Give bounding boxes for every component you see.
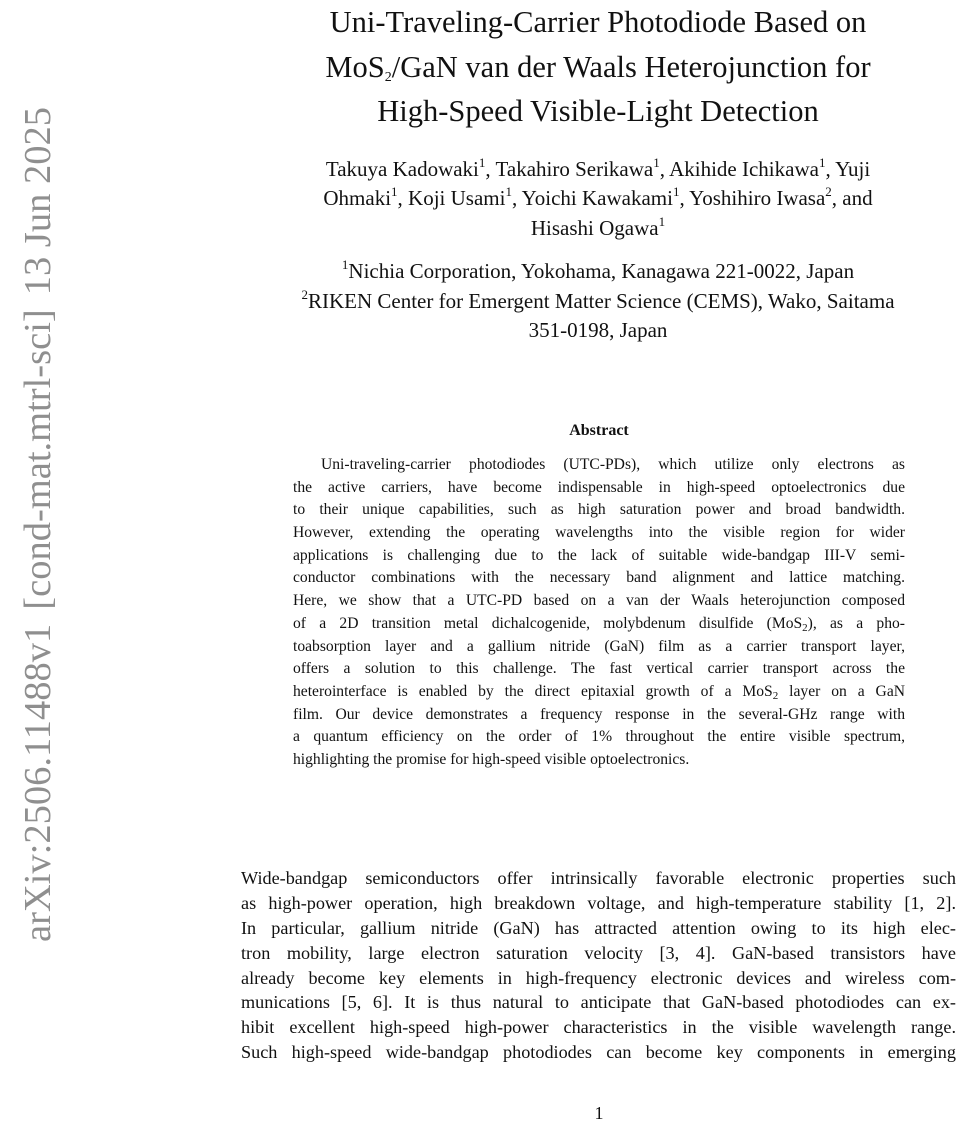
- author-list: [240, 155, 956, 244]
- affiliation-marker: 1: [653, 154, 660, 170]
- affiliation-marker: 1: [391, 184, 398, 199]
- abstract-heading: Abstract: [569, 422, 629, 439]
- abstract-text: ), as a pho-: [807, 614, 905, 632]
- title-line-3: High-Speed Visible-Light Detection: [377, 94, 819, 128]
- affiliation-text: RIKEN Center for Emergent Matter Science (CEMS), Wako, Saitama: [307, 288, 895, 313]
- arxiv-stamp: [18, 22, 58, 942]
- author-name: Hisashi Ogawa: [530, 215, 659, 240]
- title-block: [240, 0, 956, 346]
- abstract-text: layer on a GaN: [778, 682, 905, 700]
- affiliation-marker: 1: [505, 184, 512, 199]
- author-name: , Akihide Ichikawa: [659, 156, 819, 181]
- abstract-subscript: 2: [802, 621, 808, 634]
- author-name: , Yoshihiro Iwasa: [679, 186, 826, 210]
- arxiv-date: 13 Jun 2025: [17, 107, 59, 296]
- author-name: Takuya Kadowaki: [325, 156, 479, 181]
- author-name: , Yoichi Kawakami: [511, 186, 673, 210]
- author-name: , and: [831, 186, 873, 210]
- affiliation-2: [240, 287, 956, 317]
- author-line-3: [240, 214, 956, 244]
- intro-line: hibit excellent high-speed high-power characteristics in the visible wavelength range.: [241, 1017, 956, 1038]
- intro-line: already become key elements in high-frequency electronic devices and wireless com-: [241, 967, 956, 988]
- affiliation-marker: 1: [478, 154, 486, 170]
- abstract-line: applications is challenging due to the lack of suitable wide-bandgap III-V semi-: [293, 546, 905, 564]
- title-text: /GaN van der Waals Heterojunction for: [391, 49, 871, 84]
- arxiv-id: arXiv:2506.11488v1: [17, 623, 59, 942]
- abstract-line: toabsorption layer and a gallium nitride (GaN) film as a carrier transport layer,: [293, 637, 905, 655]
- abstract-line: Here, we show that a UTC-PD based on a van der Waals heterojunction composed: [293, 592, 905, 610]
- abstract-line: a quantum efficiency on the order of 1% throughout the entire visible spectrum,: [293, 728, 905, 746]
- arxiv-category: [cond-mat.mtrl-sci]: [17, 309, 59, 610]
- title-text: MoS: [325, 49, 385, 84]
- abstract-line: offers a solution to this challenge. The fast vertical carrier transport across the: [293, 660, 905, 678]
- abstract-line: However, extending the operating wavelengths into the visible region for wider: [293, 524, 905, 542]
- affiliation-marker: 1: [672, 184, 680, 199]
- affiliation-number: 1: [341, 257, 349, 272]
- intro-paragraph: [241, 866, 956, 1065]
- affiliation-marker: 1: [818, 154, 826, 170]
- paper-title: [240, 0, 956, 134]
- abstract-text: heterointerface is enabled by the direct epitaxial growth of a MoS: [293, 682, 773, 700]
- title-subscript: 2: [384, 69, 392, 85]
- abstract-line: Uni-traveling-carrier photodiodes (UTC-PDs), which utilize only electrons as: [321, 456, 905, 473]
- intro-line: munications [5, 6]. It is thus natural to anticipate that GaN-based photodiodes can ex-: [241, 992, 956, 1013]
- abstract-body: [293, 454, 905, 772]
- page-number: 1: [594, 1103, 604, 1123]
- abstract-line: highlighting the promise for high-speed visible optoelectronics.: [293, 750, 690, 768]
- affiliation-2-cont: 351-0198, Japan: [528, 318, 668, 342]
- author-name: Ohmaki: [323, 186, 392, 210]
- intro-line: as high-power operation, high breakdown voltage, and high-temperature stability [1, 2].: [241, 892, 956, 913]
- title-line-2: [240, 45, 956, 90]
- affiliation-number: 2: [301, 286, 308, 302]
- affiliation-1: [240, 257, 956, 287]
- abstract-line: film. Our device demonstrates a frequency response in the several-GHz range with: [293, 705, 905, 723]
- abstract-line: to their unique capabilities, such as high saturation power and broad bandwidth.: [293, 501, 905, 519]
- affiliation-marker: 2: [825, 184, 832, 199]
- abstract-subscript: 2: [772, 689, 779, 702]
- abstract-line: [293, 681, 905, 704]
- abstract-line: the active carriers, have become indispensable in high-speed optoelectronics due: [293, 478, 905, 496]
- intro-line: In particular, gallium nitride (GaN) has attracted attention owing to its high elec-: [241, 917, 956, 938]
- author-line-1: [240, 155, 956, 185]
- abstract-line: [293, 613, 905, 636]
- affiliation-marker: 1: [658, 213, 666, 229]
- author-name: , Yuji: [825, 156, 871, 181]
- abstract-text: of a 2D transition metal dichalcogenide, molybdenum disulfide (MoS: [293, 614, 803, 632]
- intro-line: Such high-speed wide-bandgap photodiodes can become key components in emerging: [241, 1042, 956, 1063]
- title-line-1: Uni-Traveling-Carrier Photodiode Based on: [329, 5, 867, 39]
- abstract-section: [293, 420, 905, 772]
- author-name: , Takahiro Serikawa: [485, 156, 654, 181]
- affiliation-text: Nichia Corporation, Yokohama, Kanagawa 221-0022, Japan: [348, 259, 855, 283]
- affiliations: [240, 257, 956, 346]
- author-line-2: [240, 184, 956, 214]
- intro-line: tron mobility, large electron saturation velocity [3, 4]. GaN-based transistors have: [241, 942, 956, 963]
- intro-line: Wide-bandgap semiconductors offer intrinsically favorable electronic properties such: [241, 868, 956, 888]
- author-name: , Koji Usami: [397, 186, 506, 210]
- abstract-line: conductor combinations with the necessary band alignment and lattice matching.: [293, 569, 905, 587]
